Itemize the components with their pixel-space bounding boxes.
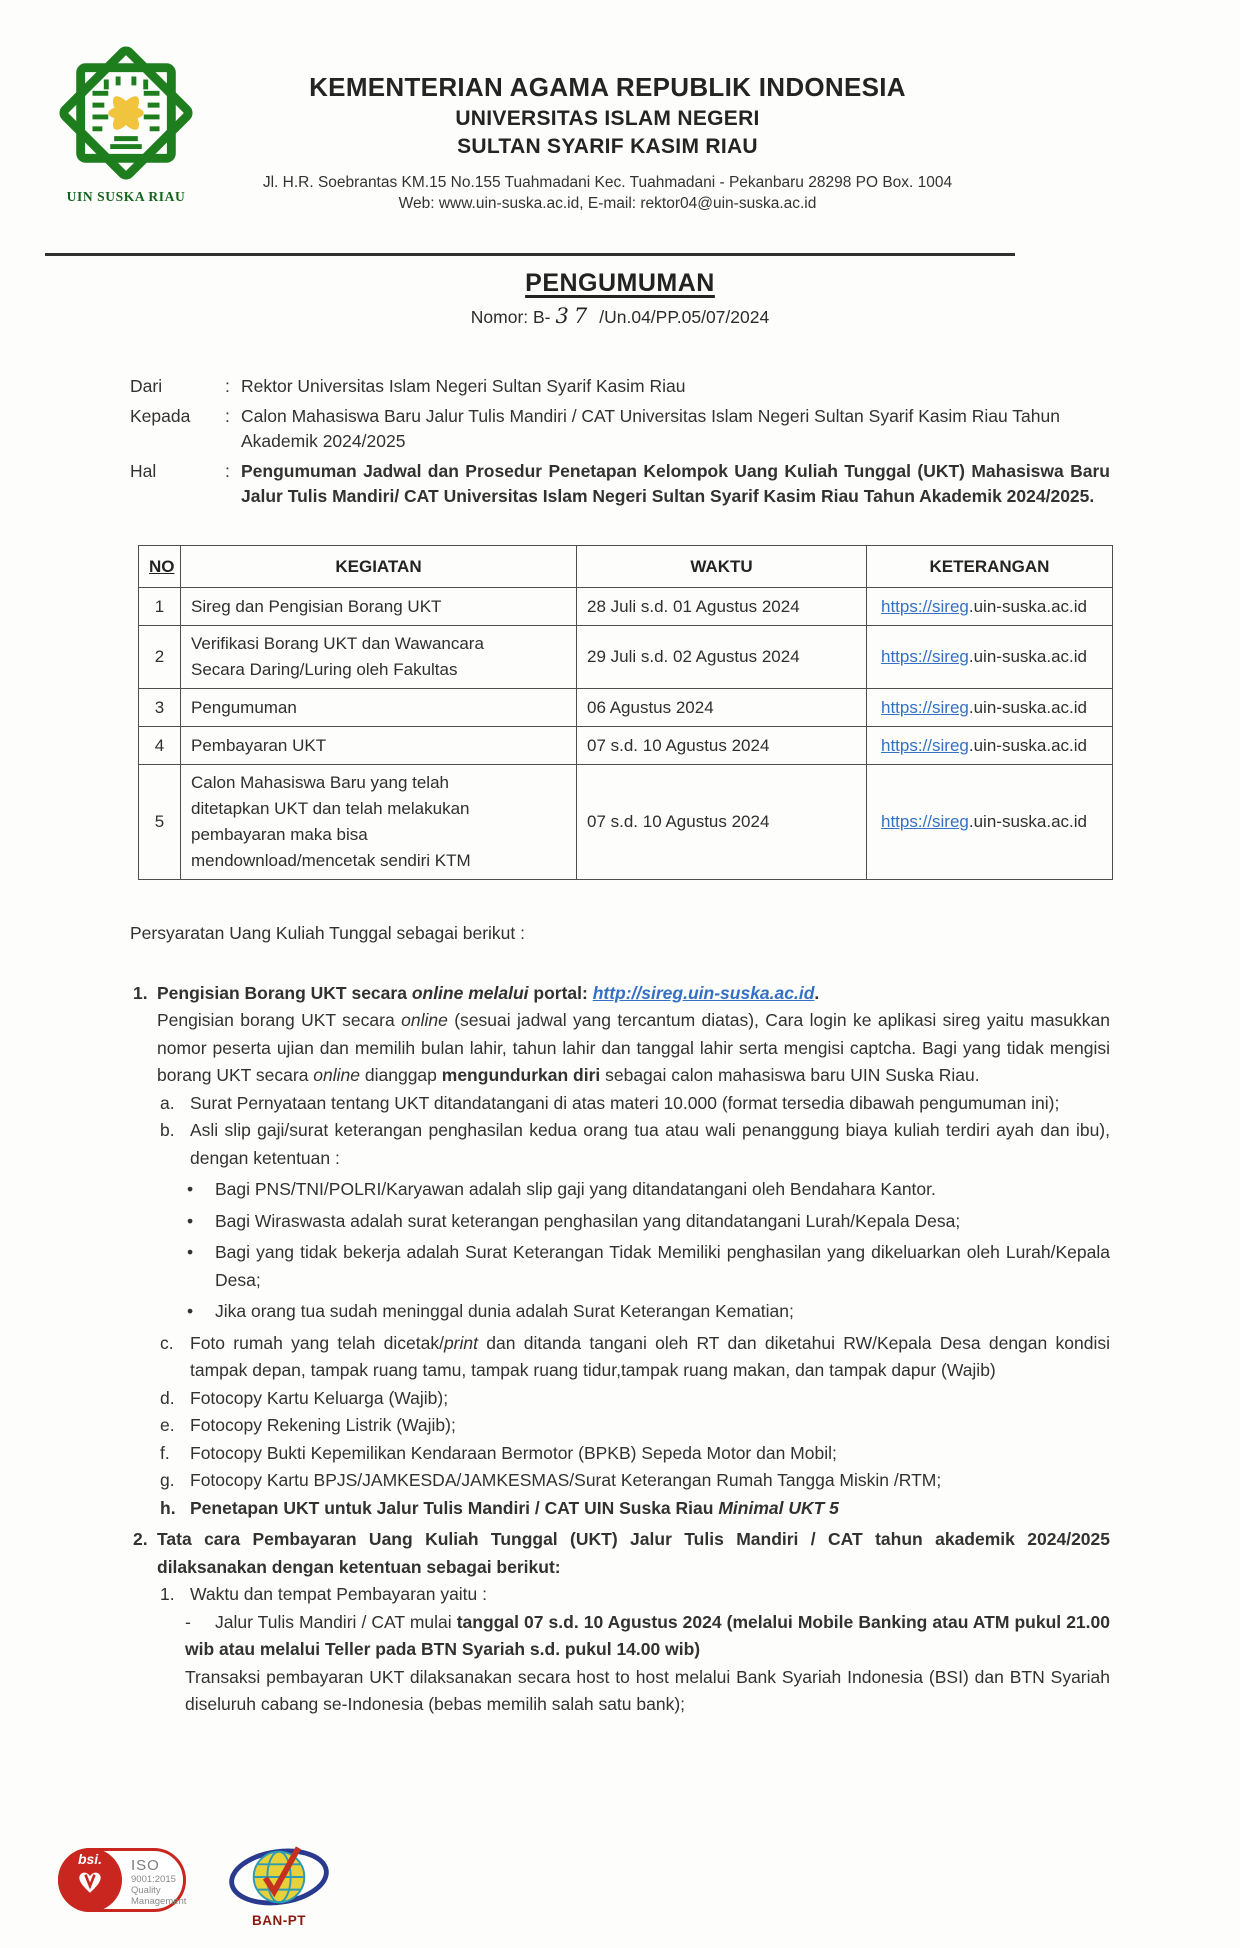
col-header-keterangan: KETERANGAN	[867, 546, 1113, 588]
iso-pill	[58, 1848, 186, 1912]
iso-management-line: Management	[131, 1896, 187, 1907]
iso-title: ISO	[131, 1857, 160, 1874]
sireg-link[interactable]: https://sireg	[881, 697, 969, 717]
meta-colon: :	[225, 376, 230, 396]
numbered-item-1	[130, 980, 1110, 1523]
sireg-link-rest: .uin-suska.ac.id	[968, 596, 1087, 616]
banpt-label: BAN-PT	[252, 1913, 306, 1928]
lettered-item-e	[157, 1412, 1110, 1440]
university-name-line2: SULTAN SYARIF KASIM RIAU	[457, 135, 758, 158]
number-prefix: Nomor: B-	[470, 307, 551, 327]
item-marker: c.	[160, 1332, 174, 1353]
document-body	[130, 269, 1110, 1719]
bullet-item	[185, 1239, 1110, 1294]
requirements-section	[130, 920, 1110, 1719]
meta-label: Dari	[130, 376, 163, 396]
uin-suska-logo	[52, 42, 200, 205]
cell-no: 5	[139, 765, 181, 880]
bullet-icon: •	[187, 1242, 194, 1262]
bsi-heart-icon	[74, 1868, 106, 1895]
logo-caption: UIN SUSKA RIAU	[66, 189, 186, 204]
item-number: 1.	[133, 982, 148, 1003]
item-text: Fotocopy Bukti Kepemilikan Kendaraan Bermotor (BPKB) Sepeda Motor dan Mobil;	[190, 1442, 837, 1463]
bullet-icon: •	[187, 1301, 194, 1321]
item-text: Foto rumah yang telah dicetak/print dan ditanda tangani oleh RT dan diketahui RW/Kepala Desa dengan kondisi tampak depan, tampak ruang tamu, tampak ruang tidur,tampak ruang makan, dan tampak dapur (Wajib)	[190, 1332, 1110, 1380]
item-text: Fotocopy Kartu Keluarga (Wajib);	[190, 1387, 449, 1408]
cell-no: 3	[139, 689, 181, 727]
cell-keterangan	[867, 626, 1113, 689]
meta-label: Kepada	[130, 406, 191, 426]
lettered-item-b	[157, 1117, 1110, 1172]
sireg-link-rest: .uin-suska.ac.id	[968, 735, 1087, 755]
handwritten-number: 37	[555, 304, 593, 328]
schedule-table	[138, 545, 1113, 880]
sireg-link[interactable]: https://sireg	[881, 735, 969, 755]
bullet-item	[185, 1208, 1110, 1236]
item-marker: a.	[160, 1092, 175, 1113]
item-text: Asli slip gaji/surat keterangan penghasilan kedua orang tua atau wali penanggung biaya kuliah terdiri ayah dan ibu), dengan ketentuan :	[190, 1120, 1110, 1168]
bsi-brand-label: bsi.	[77, 1851, 103, 1867]
item-marker: h.	[160, 1497, 176, 1518]
cell-keterangan	[867, 588, 1113, 626]
bullet-item	[185, 1298, 1110, 1326]
bullet-text: Jika orang tua sudah meninggal dunia adalah Surat Keterangan Kematian;	[215, 1301, 794, 1321]
item-text: Fotocopy Kartu BPJS/JAMKESDA/JAMKESMAS/Surat Keterangan Rumah Tangga Miskin /RTM;	[190, 1470, 942, 1490]
item1-paragraph: Pengisian borang UKT secara online (sesuai jadwal yang tercantum diatas), Cara login ke aplikasi sireg yaitu masukkan nomor peserta ujian dan memilih bulan lahir, tahun lahir dan tanggal lahir serta mengisi captcha. Bagi yang tidak mengisi borang UKT secara online dianggap mengundurkan diri sebagai calon mahasiswa baru UIN Suska Riau.	[157, 1010, 1111, 1085]
item-marker: e.	[160, 1415, 175, 1435]
letterhead-text	[225, 72, 990, 213]
bullet-icon: •	[187, 1210, 194, 1231]
item-text: Penetapan UKT untuk Jalur Tulis Mandiri / CAT UIN Suska Riau Minimal UKT 5	[190, 1497, 839, 1518]
cell-waktu: 07 s.d. 10 Agustus 2024	[577, 727, 867, 765]
sireg-link-rest: .uin-suska.ac.id	[968, 647, 1087, 666]
lettered-item-h	[157, 1495, 1110, 1523]
item1-heading: Pengisian Borang UKT secara online melalui portal: http://sireg.uin-suska.ac.id.	[157, 982, 820, 1003]
table-row	[139, 765, 1113, 880]
item-marker: f.	[160, 1442, 170, 1463]
item-marker: 1.	[160, 1584, 175, 1604]
cell-keterangan	[867, 765, 1113, 880]
table-row	[139, 588, 1113, 626]
cell-kegiatan: Pembayaran UKT	[181, 727, 577, 765]
lettered-item-g	[157, 1467, 1110, 1495]
letterhead	[0, 0, 1240, 256]
uin-star-logo-icon	[57, 42, 195, 186]
bullet-text: Bagi PNS/TNI/POLRI/Karyawan adalah slip gaji yang ditandatangani oleh Bendahara Kantor.	[215, 1179, 936, 1199]
sireg-link[interactable]: https://sireg	[881, 596, 969, 616]
item-text: Waktu dan tempat Pembayaran yaitu :	[190, 1584, 488, 1604]
inline-link[interactable]: http://sireg.uin-suska.ac.id	[592, 982, 815, 1003]
lettered-item-d	[157, 1385, 1110, 1413]
meta-value: Pengumuman Jadwal dan Prosedur Penetapan Kelompok Uang Kuliah Tunggal (UKT) Mahasiswa Baru Jalur Tulis Mandiri/ CAT Universitas Islam Negeri Sultan Syarif Kasim Riau Tahun Akademik 2024/2025.	[241, 461, 1110, 506]
col-header-no: NO	[139, 546, 181, 588]
meta-block	[130, 374, 1110, 509]
lettered-item-c	[157, 1330, 1110, 1385]
sireg-link[interactable]: https://sireg	[881, 647, 969, 666]
cell-waktu: 29 Juli s.d. 02 Agustus 2024	[577, 626, 867, 689]
number-suffix: /Un.04/PP.05/07/2024	[599, 307, 770, 327]
table-row	[139, 689, 1113, 727]
meta-label: Hal	[130, 461, 157, 481]
item-number: 2.	[133, 1529, 148, 1549]
cell-waktu: 07 s.d. 10 Agustus 2024	[577, 765, 867, 880]
cell-kegiatan: Calon Mahasiswa Baru yang telah ditetapkan UKT dan telah melakukan pembayaran maka bisa mendownload/mencetak sendiri KTM	[181, 765, 577, 880]
sireg-link-rest: .uin-suska.ac.id	[968, 697, 1087, 717]
sireg-link-rest: .uin-suska.ac.id	[968, 812, 1087, 831]
meta-row-hal	[130, 459, 1110, 509]
document-number	[130, 304, 1110, 328]
intro-line: Persyaratan Uang Kuliah Tunggal sebagai berikut :	[130, 923, 525, 943]
ministry-name: KEMENTERIAN AGAMA REPUBLIK INDONESIA	[309, 72, 906, 102]
cell-kegiatan: Verifikasi Borang UKT dan Wawancara Secara Daring/Luring oleh Fakultas	[181, 626, 577, 689]
cell-waktu: 28 Juli s.d. 01 Agustus 2024	[577, 588, 867, 626]
lettered-item-a	[157, 1090, 1110, 1118]
item-text: Fotocopy Rekening Listrik (Wajib);	[190, 1415, 456, 1435]
iso-text-block	[131, 1857, 186, 1907]
dash-item: - Jalur Tulis Mandiri / CAT mulai tanggal 07 s.d. 10 Agustus 2024 (melalui Mobile Banking atau ATM pukul 21.00 wib atau melalui Teller pada BTN Syariah s.d. pukul 14.00 wib)	[185, 1611, 1110, 1659]
meta-colon: :	[225, 406, 230, 426]
bullet-text: Bagi Wiraswasta adalah surat keterangan penghasilan yang ditandatangani Lurah/Kepala Desa;	[215, 1210, 961, 1231]
cell-kegiatan: Sireg dan Pengisian Borang UKT	[181, 588, 577, 626]
bullet-item	[185, 1176, 1110, 1204]
dash-item-continuation: Transaksi pembayaran UKT dilaksanakan secara host to host melalui Bank Syariah Indonesia (BSI) dan BTN Syariah diseluruh cabang se-Indonesia (bebas memilih salah satu bank);	[185, 1666, 1110, 1714]
table-row	[139, 727, 1113, 765]
item-marker: b.	[160, 1120, 175, 1140]
university-name-line1: UNIVERSITAS ISLAM NEGERI	[455, 107, 760, 130]
item-marker: d.	[160, 1387, 175, 1408]
contact-line: Web: www.uin-suska.ac.id, E-mail: rektor04@uin-suska.ac.id	[398, 195, 817, 212]
table-header-row	[139, 546, 1113, 588]
meta-value: Calon Mahasiswa Baru Jalur Tulis Mandiri / CAT Universitas Islam Negeri Sultan Syarif Kasim Riau Tahun Akademik 2024/2025	[241, 406, 1060, 451]
numbered-item-2	[130, 1526, 1110, 1719]
lettered-item-f	[157, 1440, 1110, 1468]
cell-no: 1	[139, 588, 181, 626]
letterhead-divider	[45, 253, 1015, 256]
table-row	[139, 626, 1113, 689]
bullet-text: Bagi yang tidak bekerja adalah Surat Keterangan Tidak Memiliki penghasilan yang dikeluarkan oleh Lurah/Kepala Desa;	[215, 1242, 1110, 1290]
meta-row-kepada	[130, 404, 1110, 454]
cell-keterangan	[867, 689, 1113, 727]
iso-standard: 9001:2015	[131, 1874, 176, 1885]
meta-colon: :	[225, 461, 230, 481]
item2-heading: Tata cara Pembayaran Uang Kuliah Tunggal (UKT) Jalur Tulis Mandiri / CAT tahun akademik 2024/2025 dilaksanakan dengan ketentuan sebagai berikut:	[157, 1529, 1110, 1577]
address-line: Jl. H.R. Soebrantas KM.15 No.155 Tuahmadani Kec. Tuahmadani - Pekanbaru 28298 PO Box. 1004	[262, 174, 953, 191]
page-title: PENGUMUMAN	[525, 269, 715, 297]
meta-value: Rektor Universitas Islam Negeri Sultan Syarif Kasim Riau	[241, 376, 686, 396]
bsi-kitemark	[58, 1848, 122, 1912]
item-text: Surat Pernyataan tentang UKT ditandatangani di atas materi 10.000 (format tersedia dibawah pengumuman ini);	[190, 1092, 1060, 1113]
meta-row-dari	[130, 374, 1110, 399]
sub-item-1	[157, 1581, 1110, 1609]
col-header-waktu: WAKTU	[577, 546, 867, 588]
ban-pt-logo	[226, 1840, 332, 1928]
col-header-kegiatan: KEGIATAN	[181, 546, 577, 588]
item-marker: g.	[160, 1470, 175, 1490]
bsi-iso-logo	[58, 1848, 186, 1912]
sireg-link[interactable]: https://sireg	[881, 812, 969, 831]
cell-waktu: 06 Agustus 2024	[577, 689, 867, 727]
cell-no: 2	[139, 626, 181, 689]
bullet-icon: •	[187, 1179, 194, 1199]
iso-quality-line: Quality	[131, 1885, 161, 1896]
cell-keterangan	[867, 727, 1113, 765]
cell-no: 4	[139, 727, 181, 765]
cell-kegiatan: Pengumuman	[181, 689, 577, 727]
banpt-globe-icon	[227, 1840, 331, 1912]
